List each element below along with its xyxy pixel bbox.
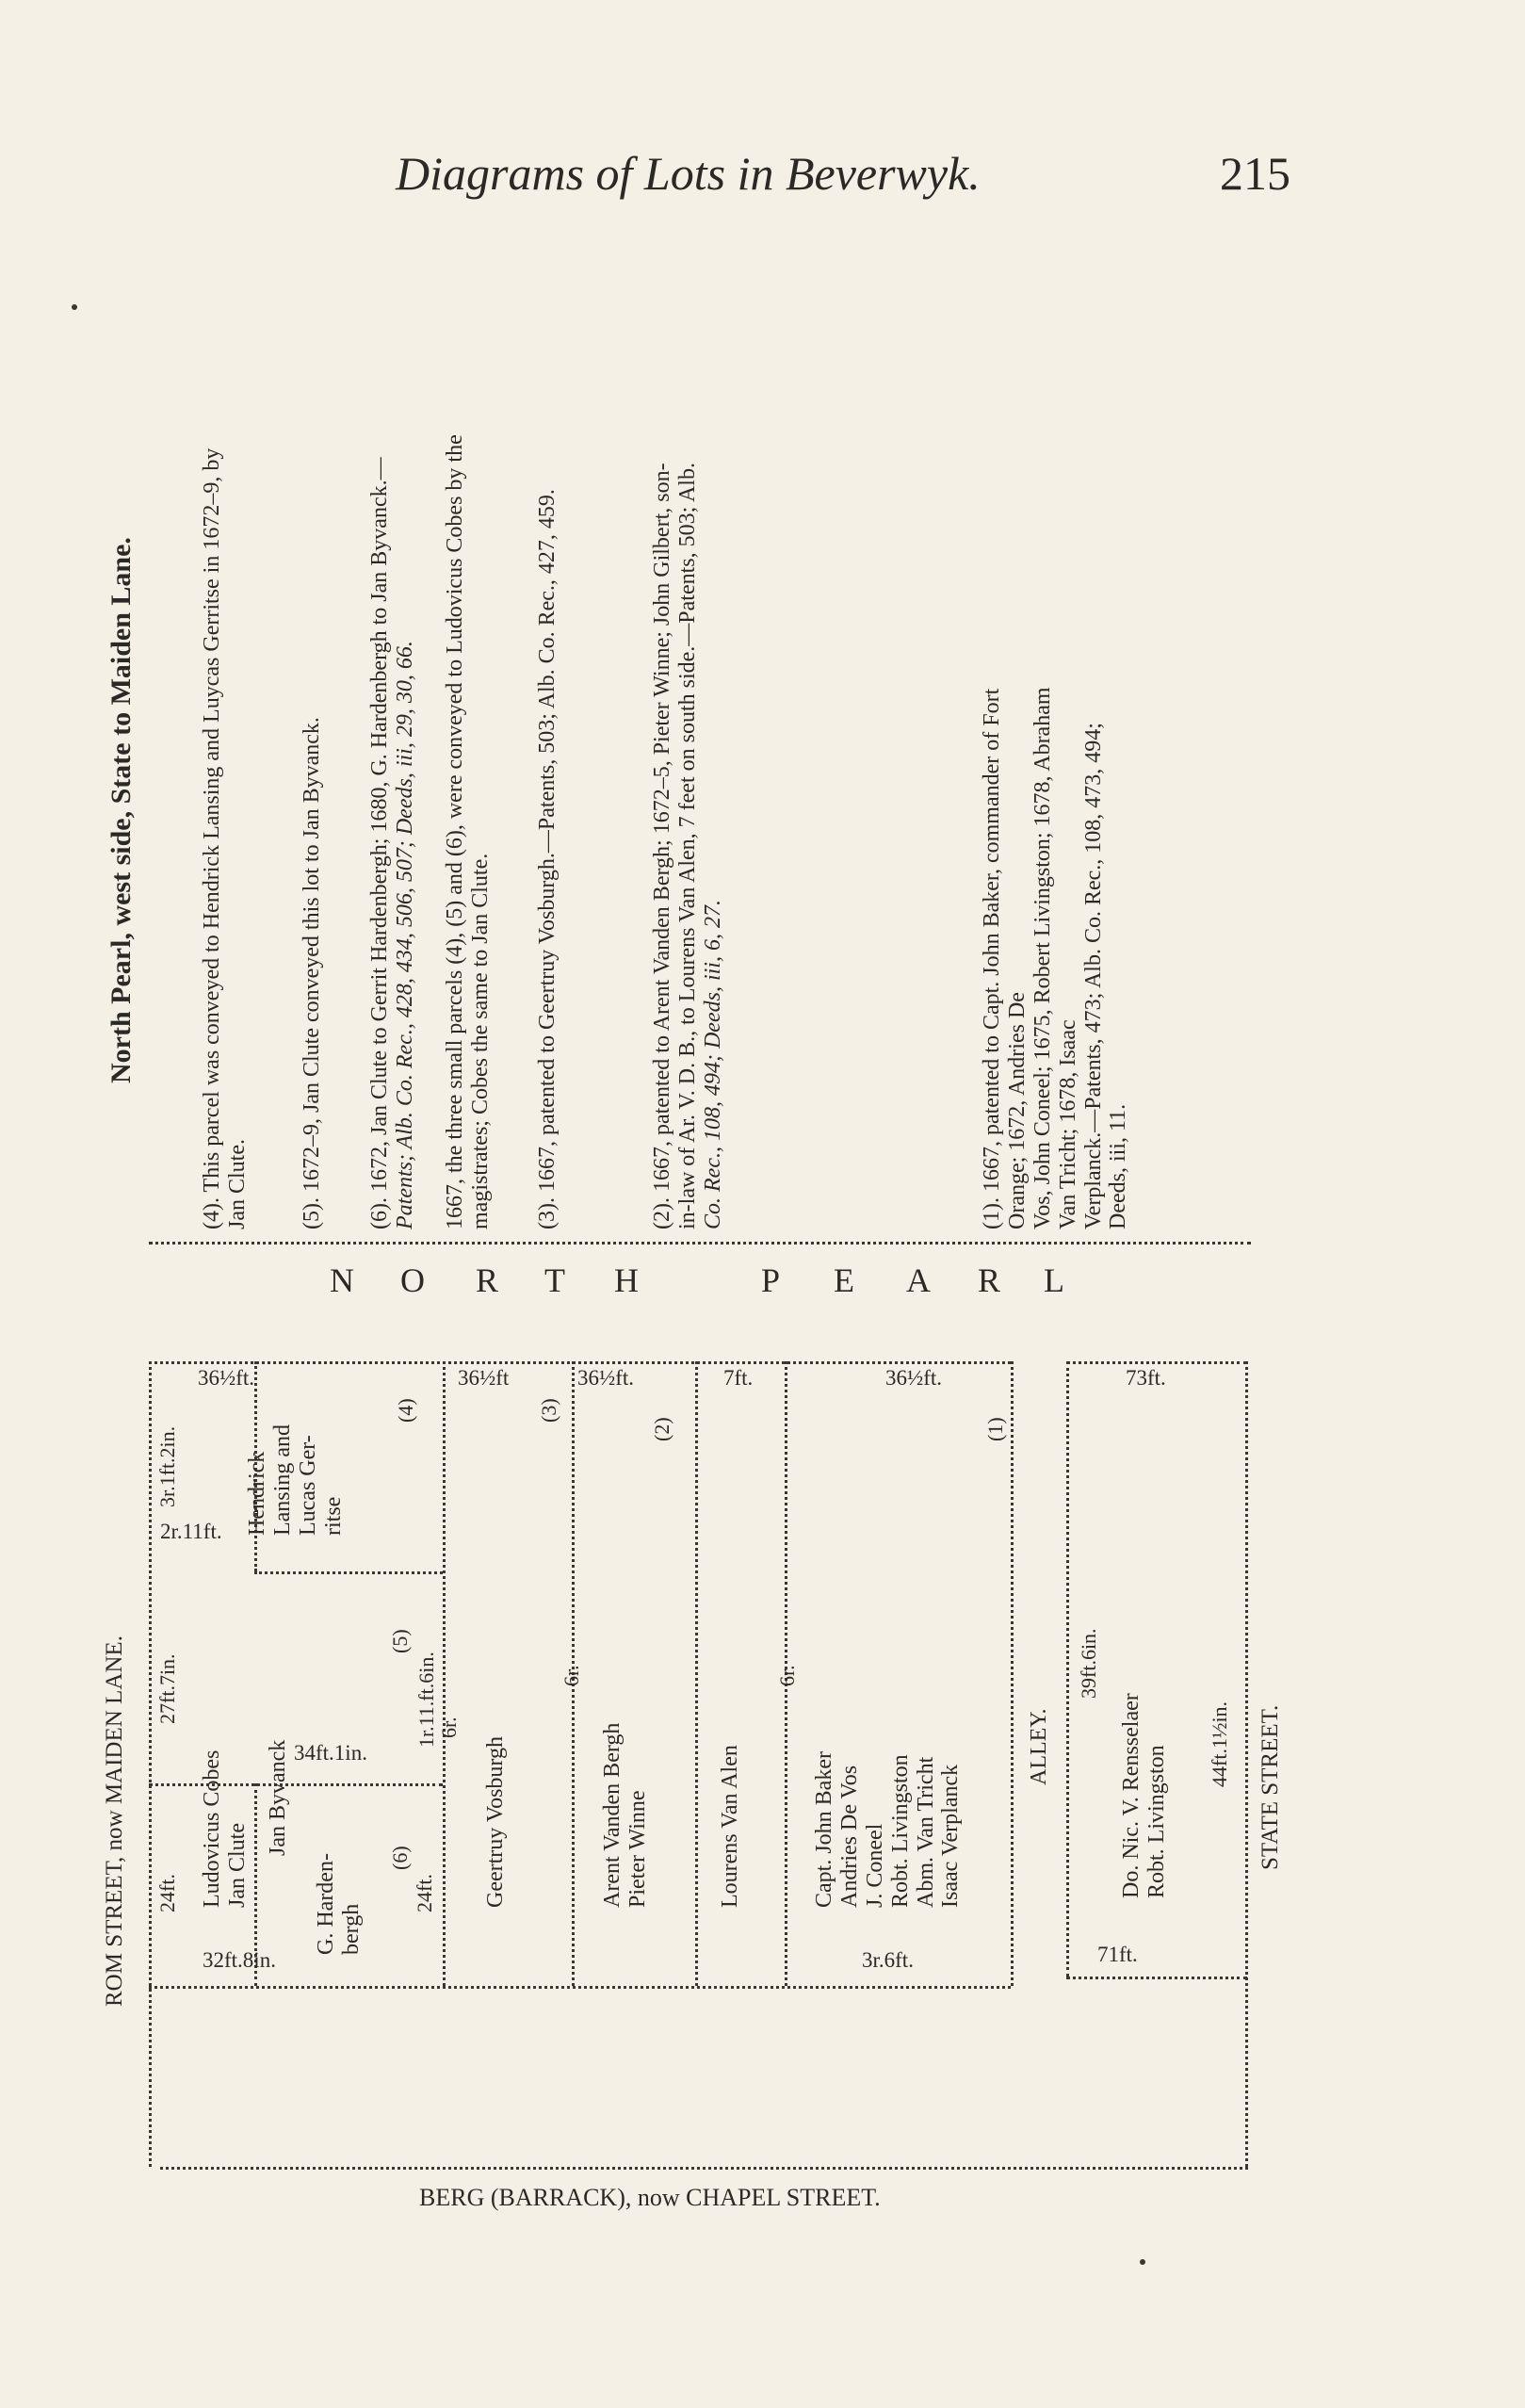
lot-divider bbox=[695, 1361, 698, 1986]
note-2 bbox=[650, 463, 726, 1229]
note-line: in-law of Ar. V. D. B., to Lourens Van Alen, 7 feet on south side.—Patents, 503; Alb. bbox=[674, 463, 700, 1229]
street-letter: N bbox=[330, 1261, 354, 1299]
print-speck bbox=[72, 304, 77, 310]
note-line: (6). 1672, Jan Clute to Gerrit Hardenbergh; 1680, G. Hardenbergh to Jan Byvanck.— bbox=[367, 457, 392, 1229]
note-line: (2). 1667, patented to Arent Vanden Bergh; 1672–5, Pieter Winne; John Gilbert, son- bbox=[650, 463, 674, 1229]
owner-line: Pieter Winne bbox=[625, 1790, 650, 1908]
note-line: (1). 1667, patented to Capt. John Baker, commander of Fort Orange; 1672, Andries De bbox=[980, 688, 1030, 1229]
dimension-label: 24ft. bbox=[155, 1874, 179, 1912]
dimension-label: 71ft. bbox=[1097, 1943, 1138, 1966]
dimension-label: 73ft. bbox=[1126, 1366, 1166, 1390]
lot-number: (6) bbox=[388, 1846, 412, 1870]
note-line: 1667, the three small parcels (4), (5) and (6), were conveyed to Ludovicus Cobes by the bbox=[443, 434, 467, 1229]
owner-hendrick-lansing bbox=[245, 1424, 347, 1536]
owner-line: Abm. Van Tricht bbox=[913, 1756, 938, 1908]
dimension-label: 24ft. bbox=[413, 1874, 436, 1912]
lot-number: (1) bbox=[983, 1417, 1007, 1441]
dimension-label: 36½ft. bbox=[885, 1366, 943, 1390]
note-5 bbox=[300, 717, 325, 1229]
note-line: (5). 1672–9, Jan Clute conveyed this lot to Jan Byvanck. bbox=[300, 717, 324, 1229]
owner-line: Do. Nic. V. Rensselaer bbox=[1119, 1693, 1144, 1898]
owner-line: J. Coneel bbox=[862, 1823, 887, 1908]
dimension-label: 39ft.6in. bbox=[1077, 1628, 1100, 1699]
street-letter: R bbox=[476, 1261, 499, 1299]
page-number: 215 bbox=[1220, 147, 1290, 200]
maiden-lane-label: ROM STREET, now MAIDEN LANE. bbox=[102, 1635, 127, 2007]
note-1 bbox=[980, 684, 1131, 1229]
owner-ludovicus-cobes bbox=[200, 1750, 251, 1908]
owner-line: Hendrick bbox=[245, 1451, 269, 1536]
dimension-label: 3r.6ft. bbox=[862, 1948, 914, 1972]
owner-line: Andries De Vos bbox=[836, 1765, 862, 1908]
dimension-label: 36½ft. bbox=[577, 1366, 635, 1390]
owner-line: Geertruy Vosburgh bbox=[483, 1736, 508, 1908]
note-line: (4). This parcel was conveyed to Hendrick Lansing and Luycas Gerritse in 1672–9, by bbox=[200, 447, 224, 1229]
street-letter: L bbox=[1044, 1261, 1064, 1299]
chapel-street-label: BERG (BARRACK), now CHAPEL STREET. bbox=[419, 2184, 881, 2211]
note-3 bbox=[535, 489, 560, 1229]
note-line: Co. Rec., 108, 494; Deeds, iii, 6, 27. bbox=[700, 900, 725, 1229]
street-letter: P bbox=[761, 1261, 781, 1299]
dimension-label: 44ft.1½in. bbox=[1208, 1700, 1231, 1787]
right-edge bbox=[1245, 1361, 1248, 2167]
lot-bottom-edge bbox=[1066, 1977, 1247, 1979]
dimension-label: 3r.1ft.2in. bbox=[155, 1425, 179, 1507]
owner-jan-byvanck bbox=[266, 1740, 291, 1856]
dimension-label: 36½ft bbox=[458, 1366, 510, 1390]
owner-arent-vanden-bergh bbox=[600, 1723, 651, 1908]
lot-divider bbox=[443, 1361, 446, 1986]
dimension-label: 6r. bbox=[437, 1717, 461, 1738]
owner-line: Capt. John Baker bbox=[812, 1751, 836, 1908]
owner-line: bergh bbox=[338, 1903, 364, 1955]
lot-top-edge bbox=[1066, 1361, 1247, 1364]
chapel-street-edge bbox=[160, 2167, 1248, 2170]
owner-nic-rensselaer bbox=[1119, 1693, 1170, 1898]
owner-line: Robt. Livingston bbox=[1144, 1745, 1169, 1898]
owner-line: Isaac Verplanck bbox=[938, 1764, 964, 1908]
lot-division bbox=[149, 1783, 443, 1786]
dimension-label: 32ft.8in. bbox=[203, 1948, 276, 1972]
owner-line: Robt. Livingston bbox=[887, 1754, 913, 1908]
alley-divider bbox=[1011, 1361, 1014, 1986]
owner-line: Ludovicus Cobes bbox=[200, 1749, 224, 1908]
dimension-label: 34ft.1in. bbox=[294, 1741, 367, 1765]
owner-lourens-van-alen bbox=[718, 1745, 743, 1908]
street-letter: O bbox=[400, 1261, 425, 1299]
print-speck bbox=[1140, 2259, 1145, 2265]
note-4 bbox=[200, 448, 251, 1229]
street-letter: A bbox=[906, 1261, 931, 1299]
note-line: Jan Clute. bbox=[224, 1139, 250, 1229]
street-letter: T bbox=[544, 1261, 565, 1299]
owner-line: Arent Vanden Bergh bbox=[600, 1722, 625, 1908]
state-street-label: STATE STREET. bbox=[1257, 1704, 1283, 1870]
dimension-label: 6r. bbox=[560, 1665, 583, 1686]
page-header-title: Diagrams of Lots in Beverwyk. bbox=[396, 147, 981, 200]
note-small-parcels bbox=[443, 434, 494, 1229]
note-line: Patents; Alb. Co. Rec., 428, 434, 506, 507; Deeds, iii, 29, 30, 66. bbox=[392, 641, 417, 1229]
lot-division bbox=[254, 1571, 443, 1574]
alley-divider bbox=[1066, 1361, 1069, 1977]
notes-heading: North Pearl, west side, State to Maiden Lane. bbox=[105, 537, 137, 1083]
dimension-label: 7ft. bbox=[723, 1366, 754, 1390]
lot-number: (4) bbox=[394, 1398, 417, 1423]
owner-line: Lourens Van Alen bbox=[718, 1745, 742, 1908]
lot-bottom-edge bbox=[149, 1986, 1011, 1989]
owner-line: ritse bbox=[320, 1496, 346, 1536]
lot-number: (2) bbox=[650, 1417, 673, 1441]
owner-line: Jan Byvanck bbox=[266, 1739, 290, 1856]
owner-capt-john-baker bbox=[812, 1751, 964, 1908]
dimension-label: 1r.11.ft.6in. bbox=[414, 1651, 438, 1748]
note-6 bbox=[367, 457, 418, 1229]
owner-line: Lansing and bbox=[269, 1424, 295, 1536]
street-letter: R bbox=[978, 1261, 1001, 1299]
note-line: Vos, John Coneel; 1675, Robert Livingston; 1678, Abraham Van Tricht; 1678, Isaac bbox=[1030, 687, 1080, 1229]
owner-g-hardenbergh bbox=[314, 1853, 365, 1955]
lot-number: (5) bbox=[388, 1629, 412, 1653]
dimension-label: 36½ft. bbox=[198, 1366, 255, 1390]
note-line: magistrates; Cobes the same to Jan Clute. bbox=[467, 853, 493, 1229]
lot-top-edge bbox=[149, 1361, 1011, 1364]
note-line: Verplanck.—Patents, 473; Alb. Co. Rec., 108, 473, 494; Deeds, iii, 11. bbox=[1080, 723, 1131, 1229]
separator-line bbox=[149, 1242, 1251, 1245]
owner-geertruy-vosburgh bbox=[483, 1736, 509, 1908]
dimension-label: 2r.11ft. bbox=[160, 1520, 222, 1543]
alley-label: ALLEY. bbox=[1027, 1708, 1051, 1785]
street-letter: E bbox=[834, 1261, 854, 1299]
owner-line: Jan Clute bbox=[224, 1823, 250, 1908]
dimension-label: 27ft.7in. bbox=[155, 1653, 179, 1724]
note-line: (3). 1667, patented to Geertruy Vosburgh.—Patents, 503; Alb. Co. Rec., 427, 459. bbox=[535, 489, 560, 1229]
owner-line: Lucas Ger- bbox=[295, 1435, 320, 1536]
lot-number: (3) bbox=[537, 1398, 560, 1423]
owner-line: G. Harden- bbox=[314, 1853, 338, 1955]
dimension-label: 6r. bbox=[775, 1665, 799, 1686]
street-letter: H bbox=[614, 1261, 639, 1299]
left-edge bbox=[149, 1361, 152, 2167]
